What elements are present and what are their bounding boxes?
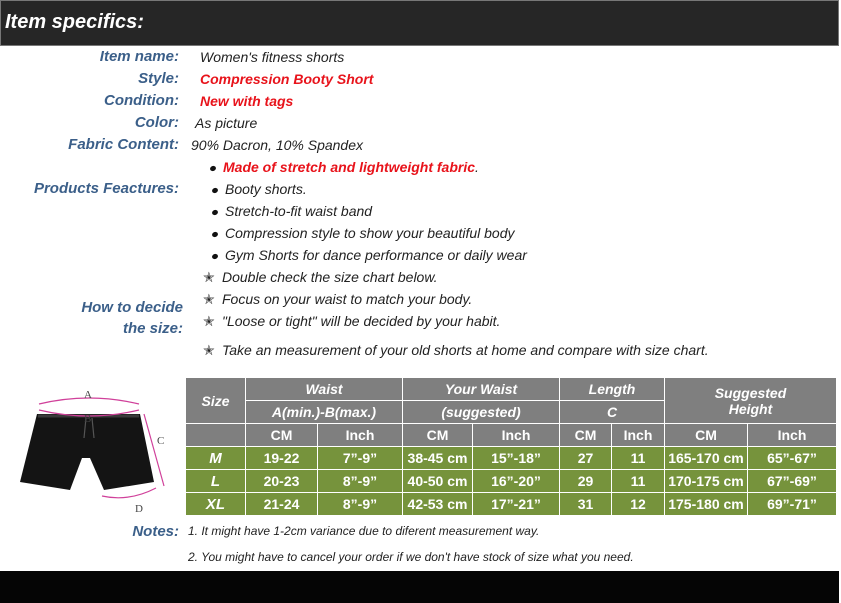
table-cell: 165-170 cm	[665, 447, 748, 470]
length-header: Length	[560, 378, 665, 401]
star-icon: ✭	[203, 313, 215, 329]
unit-header: Inch	[748, 424, 837, 447]
feature-item: Gym Shorts for dance performance or daily wear	[212, 247, 527, 263]
feature-item: Made of stretch and lightweight fabric.	[210, 159, 479, 175]
table-cell: 67”-69”	[748, 470, 837, 493]
note-item: 2. You might have to cancel your order if we don't have stock of size what you need.	[188, 550, 634, 564]
size-chart-table	[185, 377, 837, 516]
table-cell: 8”-9”	[318, 493, 403, 516]
condition-value: New with tags	[200, 93, 294, 109]
bullet-icon	[211, 253, 218, 260]
table-cell: 11	[612, 470, 665, 493]
unit-header: Inch	[318, 424, 403, 447]
size-tip: ✭ Double check the size chart below.	[203, 269, 438, 285]
star-icon: ✭	[203, 269, 215, 285]
unit-header: Inch	[612, 424, 665, 447]
measure-d-line	[102, 488, 156, 498]
table-cell: 8”-9”	[318, 470, 403, 493]
waist-subheader: A(min.)-B(max.)	[246, 401, 403, 424]
table-cell: 40-50 cm	[403, 470, 473, 493]
table-cell: 170-175 cm	[665, 470, 748, 493]
table-cell: 175-180 cm	[665, 493, 748, 516]
star-icon: ✭	[203, 291, 215, 307]
table-cell: 27	[560, 447, 612, 470]
bullet-icon	[209, 165, 216, 172]
unit-header: Inch	[473, 424, 560, 447]
table-cell: 11	[612, 447, 665, 470]
footer-bar	[0, 571, 839, 603]
table-cell: 29	[560, 470, 612, 493]
color-value: As picture	[195, 115, 258, 131]
table-row	[186, 447, 837, 470]
table-cell: 19-22	[246, 447, 318, 470]
size-tip: ✭ Take an measurement of your old shorts at home and compare with size chart.	[203, 342, 709, 358]
table-cell: 38-45 cm	[403, 447, 473, 470]
feature-item: Compression style to show your beautiful body	[212, 225, 514, 241]
shorts-diagram	[4, 386, 182, 522]
size-cell: XL	[186, 493, 246, 516]
waist-header: Waist	[246, 378, 403, 401]
size-guide-label: How to decide the size:	[81, 299, 183, 337]
unit-header: CM	[246, 424, 318, 447]
unit-header: CM	[665, 424, 748, 447]
table-cell: 7”-9”	[318, 447, 403, 470]
size-cell: L	[186, 470, 246, 493]
label-c: C	[157, 435, 165, 447]
features-label: Products Feactures:	[33, 180, 179, 197]
item-name-value: Women's fitness shorts	[200, 49, 345, 65]
table-cell: 31	[560, 493, 612, 516]
style-value: Compression Booty Short	[200, 71, 374, 87]
note-item: 1. It might have 1-2cm variance due to diferent measurement way.	[188, 524, 540, 538]
table-cell: 21-24	[246, 493, 318, 516]
length-subheader: C	[560, 401, 665, 424]
label-a: A	[84, 389, 92, 401]
size-cell: M	[186, 447, 246, 470]
bullet-icon	[211, 209, 218, 216]
condition-label: Condition:	[104, 92, 179, 109]
table-cell: 65”-67”	[748, 447, 837, 470]
style-label: Style:	[138, 70, 179, 87]
unit-header: CM	[560, 424, 612, 447]
bullet-icon	[211, 231, 218, 238]
table-cell: 15”-18”	[473, 447, 560, 470]
item-name-label: Item name:	[99, 48, 179, 65]
feature-item: Stretch-to-fit waist band	[212, 203, 372, 219]
size-tip: ✭ "Loose or tight" will be decided by your habit.	[203, 313, 501, 329]
size-header: Size	[186, 378, 246, 424]
your-waist-subheader: (suggested)	[403, 401, 560, 424]
bullet-icon	[211, 187, 218, 194]
size-tip: ✭ Focus on your waist to match your body.	[203, 291, 473, 307]
label-b: B	[84, 413, 92, 425]
fabric-label: Fabric Content:	[68, 136, 179, 153]
header-bar	[0, 0, 839, 46]
height-header: Suggested Height	[665, 378, 837, 424]
table-cell: 42-53 cm	[403, 493, 473, 516]
notes-label: Notes:	[132, 523, 179, 540]
fabric-value: 90% Dacron, 10% Spandex	[191, 137, 363, 153]
table-cell: 69”-71”	[748, 493, 837, 516]
your-waist-header: Your Waist	[403, 378, 560, 401]
feature-item: Booty shorts.	[212, 181, 307, 197]
table-cell: 17”-21”	[473, 493, 560, 516]
star-icon: ✭	[203, 342, 215, 358]
table-cell: 12	[612, 493, 665, 516]
unit-header: CM	[403, 424, 473, 447]
shorts-image	[20, 414, 154, 490]
table-cell: 16”-20”	[473, 470, 560, 493]
unit-spacer	[186, 424, 246, 447]
page-title: Item specifics:	[5, 11, 144, 33]
label-d: D	[135, 503, 143, 515]
table-cell: 20-23	[246, 470, 318, 493]
table-row	[186, 470, 837, 493]
color-label: Color:	[134, 114, 179, 131]
table-row	[186, 493, 837, 516]
